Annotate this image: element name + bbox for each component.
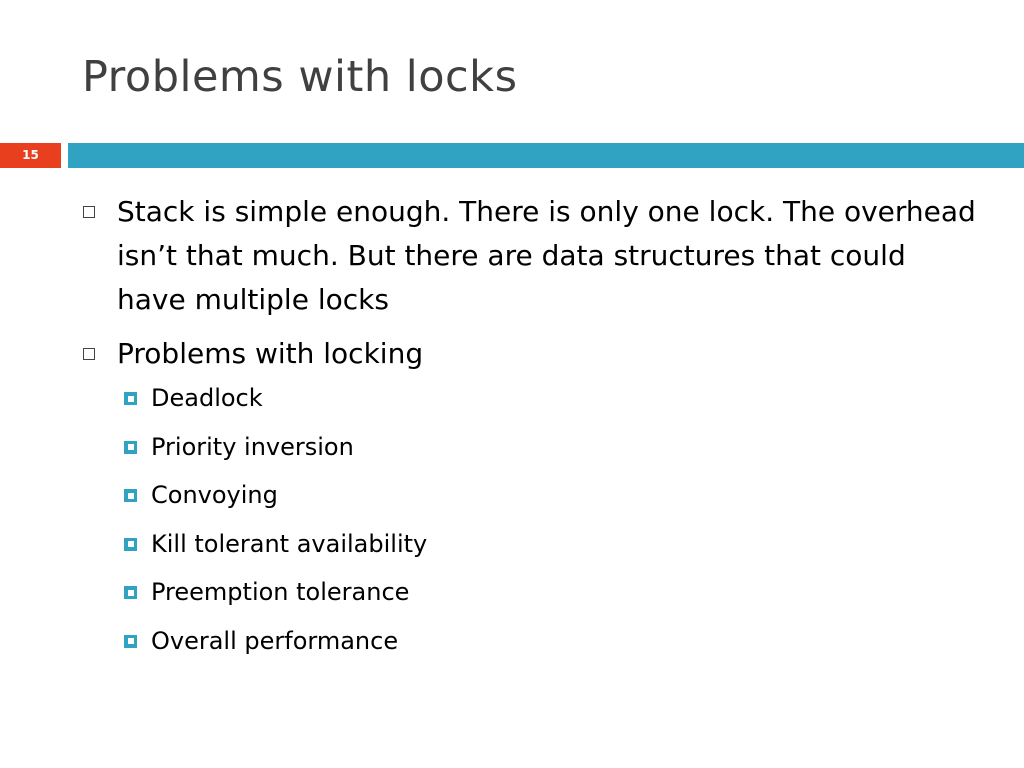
- sub-bullet-text: Deadlock: [151, 384, 263, 412]
- bullet-text: Problems with locking: [117, 337, 424, 370]
- hollow-square-bullet-icon: [83, 206, 95, 218]
- bullet-item: [78, 332, 978, 376]
- slide-title: Problems with locks: [82, 52, 518, 102]
- filled-square-bullet-icon: [124, 489, 137, 502]
- filled-square-bullet-icon: [124, 441, 137, 454]
- sub-bullet-item: [78, 574, 978, 610]
- bullet-item: [78, 190, 978, 322]
- sub-bullet-list: [78, 380, 978, 659]
- filled-square-bullet-icon: [124, 635, 137, 648]
- filled-square-bullet-icon: [124, 538, 137, 551]
- sub-bullet-item: [78, 477, 978, 513]
- sub-bullet-item: [78, 429, 978, 465]
- sub-bullet-item: [78, 526, 978, 562]
- title-divider-bar: [68, 143, 1024, 168]
- sub-bullet-item: [78, 380, 978, 416]
- sub-bullet-text: Preemption tolerance: [151, 578, 410, 607]
- hollow-square-bullet-icon: [83, 348, 95, 360]
- sub-bullet-text: Convoying: [151, 481, 278, 510]
- filled-square-bullet-icon: [124, 586, 137, 599]
- sub-bullet-text: Priority inversion: [151, 432, 354, 461]
- sub-bullet-text: Kill tolerant availability: [151, 529, 428, 558]
- sub-bullet-item: [78, 623, 978, 659]
- sub-bullet-text: Overall performance: [151, 626, 399, 655]
- page-number-badge: 15: [0, 143, 61, 168]
- bullet-text: Stack is simple enough. There is only one lock. The overhead isn’t that much. But there are data structures that could have multiple locks: [117, 195, 976, 316]
- filled-square-bullet-icon: [124, 392, 137, 405]
- slide-body: [78, 190, 978, 672]
